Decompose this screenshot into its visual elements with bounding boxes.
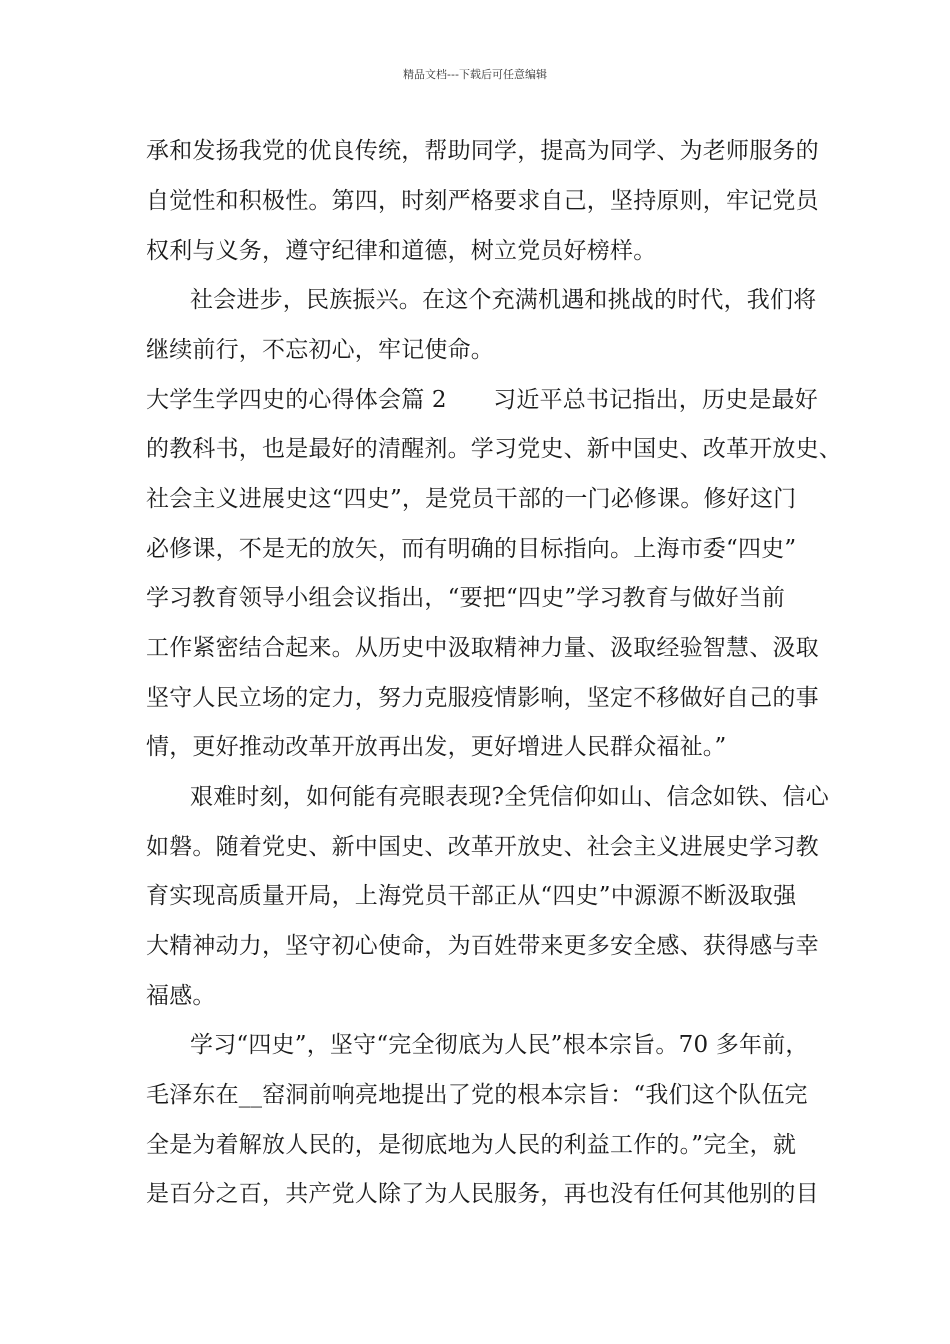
text-line: 继续前行，不忘初心，牢记使命。: [146, 337, 494, 363]
text-line: 毛泽东在__窑洞前响亮地提出了党的根本宗旨：“我们这个队伍完: [146, 1082, 808, 1108]
text-line: 全是为着解放人民的，是彻底地为人民的利益工作的。”完全，就: [146, 1132, 797, 1158]
text-line: 坚守人民立场的定力，努力克服疫情影响，坚定不移做好自己的事: [146, 685, 819, 711]
text-line: 社会主义进展史这“四史”，是党员干部的一门必修课。修好这门: [146, 486, 797, 512]
text-line: 情，更好推动改革开放再出发，更好增进人民群众福祉。”: [146, 734, 727, 760]
text-line: 自觉性和积极性。第四，时刻严格要求自己，坚持原则，牢记党员: [146, 188, 819, 214]
text-line: 工作紧密结合起来。从历史中汲取精神力量、汲取经验智慧、汲取: [146, 635, 819, 661]
text-line: 社会进步，民族振兴。在这个充满机遇和挑战的时代，我们将: [190, 287, 817, 313]
text-line: 承和发扬我党的优良传统，帮助同学，提高为同学、为老师服务的: [146, 138, 819, 164]
section-heading-line: 大学生学四史的心得体会篇 2 习近平总书记指出，历史是最好: [146, 387, 818, 413]
text-line: 的教科书，也是最好的清醒剂。学习党史、新中国史、改革开放史、: [146, 436, 842, 462]
text-line: 艰难时刻，如何能有亮眼表现?全凭信仰如山、信念如铁、信心: [190, 784, 829, 810]
text-line: 学习教育领导小组会议指出，“要把“四史”学习教育与做好当前: [146, 585, 786, 611]
text-line: 是百分之百，共产党人除了为人民服务，再也没有任何其他别的目: [146, 1181, 819, 1207]
text-line: 学习“四史”，坚守“完全彻底为人民”根本宗旨。70 多年前，: [190, 1032, 809, 1058]
text-line: 大精神动力，坚守初心使命，为百姓带来更多安全感、获得感与幸: [146, 933, 819, 959]
text-line: 权利与义务，遵守纪律和道德，树立党员好榜样。: [146, 238, 657, 264]
text-line: 福感。: [146, 983, 216, 1009]
text-line: 必修课，不是无的放矢，而有明确的目标指向。上海市委“四史”: [146, 536, 797, 562]
text-line: 如磐。随着党史、新中国史、改革开放史、社会主义进展史学习教: [146, 834, 819, 860]
text-line: 育实现高质量开局，上海党员干部正从“四史”中源源不断汲取强: [146, 883, 797, 909]
page-header: 精品文档---下载后可任意编辑: [403, 68, 547, 81]
